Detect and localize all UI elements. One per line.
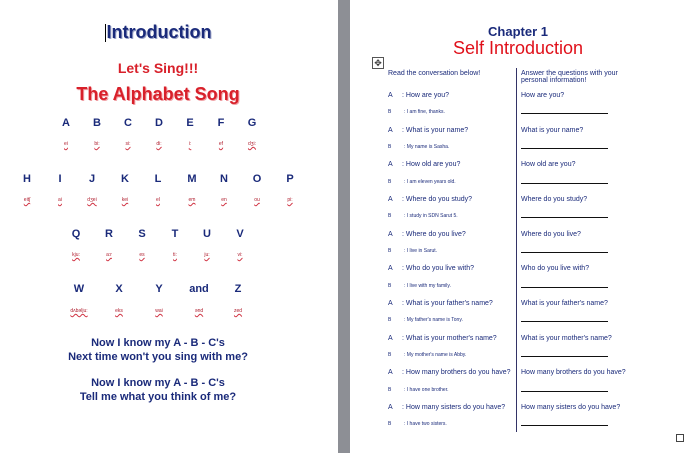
phonetic-label: di: — [156, 141, 162, 147]
chapter-title: Self Introduction — [452, 38, 584, 58]
song-title: The Alphabet Song — [76, 84, 240, 104]
answer-question: How many brothers do you have? — [521, 369, 626, 376]
alphabet-letter: Z — [234, 283, 242, 295]
conversation-answer: B : My mother's name is Abby. — [388, 352, 467, 358]
alphabet-letter: D — [155, 117, 163, 129]
phonetic-label: si: — [125, 141, 131, 147]
answer-question: How are you? — [521, 92, 565, 99]
lyric-line: Now I know my A - B - C's — [91, 337, 225, 349]
conversation-answer: B : My father's name is Tony. — [388, 317, 463, 323]
document-page-left[interactable] — [0, 0, 338, 453]
conversation-question: A : Where do you live? — [388, 231, 466, 238]
page-gutter — [338, 0, 350, 453]
answer-question: How many sisters do you have? — [521, 404, 621, 411]
phonetic-label: eks — [115, 308, 123, 314]
right-column-header: Answer the questions with your personal information! — [521, 70, 618, 84]
conversation-question: A : How old are you? — [388, 161, 461, 168]
conversation-question: A : Who do you live with? — [388, 265, 474, 272]
alphabet-letter: W — [73, 283, 85, 295]
answer-question: What is your father's name? — [521, 300, 608, 307]
phonetic-label: en — [221, 197, 227, 203]
answer-question: Where do you study? — [521, 196, 588, 203]
answer-blank-line — [521, 287, 608, 288]
phonetic-label: eitʃ — [23, 197, 31, 203]
phonetic-label: ti: — [173, 252, 177, 258]
conversation-question: A : What is your name? — [388, 127, 469, 134]
document-page-right[interactable] — [350, 0, 686, 453]
alphabet-letter: K — [121, 173, 129, 185]
chapter-label: Chapter 1 — [488, 24, 548, 39]
conversation-answer: B : I am eleven years old. — [388, 179, 456, 185]
answer-blank-line — [521, 391, 608, 392]
lyric-line: Next time won't you sing with me? — [68, 351, 248, 363]
conversation-answer: B : I have one brother. — [388, 387, 449, 393]
alphabet-letter: G — [247, 117, 257, 129]
alphabet-letter: O — [252, 173, 262, 185]
phonetic-label: ənd — [194, 308, 204, 314]
alphabet-letter: Y — [155, 283, 163, 295]
answer-blank-line — [521, 217, 608, 218]
alphabet-letter: A — [62, 117, 70, 129]
conversation-question: A : What is your mother's name? — [388, 335, 497, 342]
alphabet-letter: F — [217, 117, 225, 129]
left-column-header: Read the conversation below! — [388, 70, 481, 77]
phonetic-label: ai — [58, 197, 62, 203]
answer-question: How old are you? — [521, 161, 576, 168]
conversation-question: A : What is your father's name? — [388, 300, 493, 307]
alphabet-letter: Q — [71, 228, 81, 240]
table-resize-handle[interactable] — [676, 434, 684, 442]
alphabet-letter: U — [203, 228, 211, 240]
alphabet-letter: C — [124, 117, 132, 129]
text-cursor — [105, 24, 106, 42]
table-column-divider — [516, 68, 517, 432]
phonetic-label: es — [139, 252, 145, 258]
conversation-question: A : How many brothers do you have? — [388, 369, 511, 376]
phonetic-label: ei — [64, 141, 68, 147]
phonetic-label: ou — [254, 197, 260, 203]
phonetic-label: kei — [121, 197, 129, 203]
answer-question: What is your name? — [521, 127, 584, 134]
phonetic-label: em — [188, 197, 196, 203]
answer-question: Who do you live with? — [521, 265, 590, 272]
alphabet-letter: P — [286, 173, 294, 185]
alphabet-letter: B — [93, 117, 101, 129]
answer-blank-line — [521, 183, 608, 184]
lyric-line: Tell me what you think of me? — [79, 391, 237, 403]
phonetic-label: a:r — [106, 252, 112, 258]
alphabet-letter: L — [154, 173, 162, 185]
alphabet-letter: M — [187, 173, 197, 185]
alphabet-letter: J — [88, 173, 96, 185]
phonetic-label: bi: — [94, 141, 100, 147]
phonetic-label: dʒi: — [247, 141, 256, 147]
subheading: Let's Sing!!! — [117, 60, 199, 76]
answer-blank-line — [521, 148, 608, 149]
phonetic-label: zed — [233, 308, 243, 314]
conversation-question: A : Where do you study? — [388, 196, 473, 203]
conversation-question: A : How many sisters do you have? — [388, 404, 506, 411]
alphabet-letter: S — [138, 228, 146, 240]
conversation-answer: B : I am fine, thanks. — [388, 109, 445, 115]
alphabet-letter: and — [189, 283, 209, 295]
conversation-question: A : How are you? — [388, 92, 450, 99]
phonetic-label: pi: — [287, 197, 293, 203]
conversation-answer: B : I live with my family. — [388, 283, 451, 289]
phonetic-label: ef — [218, 141, 224, 147]
answer-blank-line — [521, 321, 608, 322]
phonetic-label: ju: — [204, 252, 210, 258]
answer-blank-line — [521, 356, 608, 357]
answer-blank-line — [521, 252, 608, 253]
conversation-answer: B : I study in SDN Sarut 5. — [388, 213, 458, 219]
phonetic-label: i: — [188, 141, 192, 147]
alphabet-letter: E — [186, 117, 194, 129]
alphabet-letter: H — [23, 173, 31, 185]
phonetic-label: wai — [155, 308, 163, 314]
answer-question: What is your mother's name? — [521, 335, 612, 342]
conversation-answer: B : I have two sisters. — [388, 421, 447, 427]
page-heading — [0, 22, 316, 43]
lyric-line: Now I know my A - B - C's — [91, 377, 225, 389]
answer-question: Where do you live? — [521, 231, 581, 238]
alphabet-letter: T — [171, 228, 179, 240]
alphabet-letter: I — [58, 173, 62, 185]
phonetic-label: dʒei — [87, 197, 97, 203]
answer-blank-line — [521, 425, 608, 426]
phonetic-label: dʌbəlju: — [70, 308, 88, 314]
alphabet-letter: R — [105, 228, 113, 240]
alphabet-letter: N — [220, 173, 228, 185]
heading-text: Introduction — [106, 22, 212, 42]
alphabet-letter: X — [115, 283, 123, 295]
phonetic-label: vi: — [237, 252, 243, 258]
phonetic-label: el — [156, 197, 160, 203]
conversation-answer: B : My name is Sasha. — [388, 144, 450, 150]
table-move-handle-icon[interactable]: ✥ — [372, 57, 384, 69]
alphabet-letter: V — [236, 228, 244, 240]
answer-blank-line — [521, 113, 608, 114]
conversation-answer: B : I live in Sarut. — [388, 248, 438, 254]
phonetic-label: kju: — [72, 252, 80, 258]
